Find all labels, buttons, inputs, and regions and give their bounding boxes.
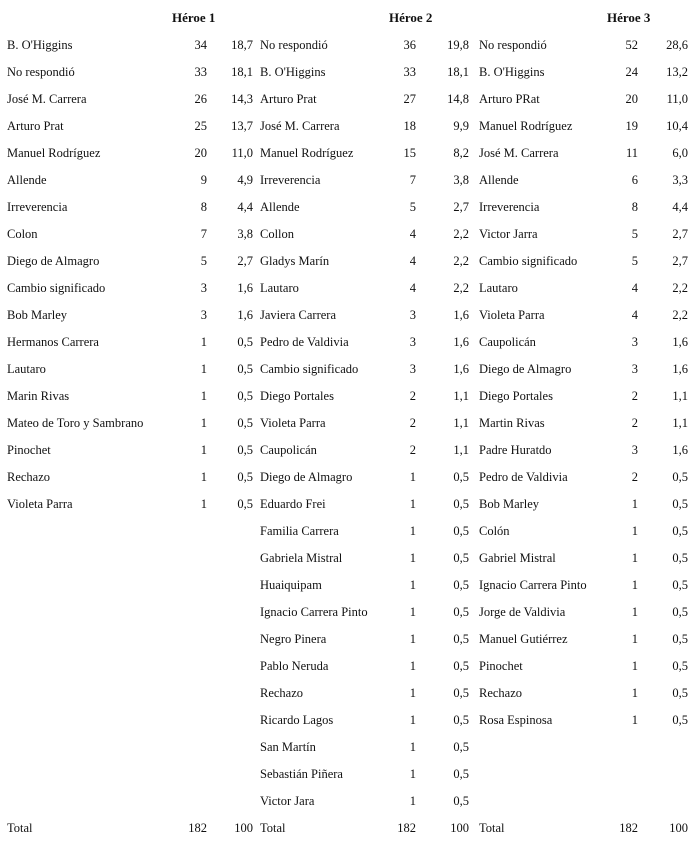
hero-percent: 3,3 <box>672 173 688 187</box>
hero-percent: 14,8 <box>447 92 469 106</box>
hero-percent: 0,5 <box>453 551 469 565</box>
hero-name: No respondió <box>7 65 75 79</box>
hero-name: Huaiquipam <box>260 578 322 592</box>
hero-name: Lautaro <box>7 362 46 376</box>
hero-name: Diego de Almagro <box>479 362 572 376</box>
hero-count: 1 <box>631 524 638 538</box>
hero-count: 24 <box>625 65 638 79</box>
hero-count: 1 <box>200 335 207 349</box>
hero-count: 8 <box>200 200 207 214</box>
hero-count: 1 <box>200 443 207 457</box>
hero-count: 9 <box>200 173 207 187</box>
hero-count: 36 <box>403 38 416 52</box>
hero-name: Manuel Rodríguez <box>479 119 573 133</box>
hero-name: Irreverencia <box>260 173 321 187</box>
hero-percent: 0,5 <box>672 524 688 538</box>
hero-count: 26 <box>194 92 207 106</box>
hero-count: 1 <box>200 389 207 403</box>
hero-percent: 0,5 <box>672 497 688 511</box>
hero-percent: 2,7 <box>672 227 688 241</box>
hero-name: Manuel Rodríguez <box>260 146 354 160</box>
hero-percent: 1,6 <box>453 308 469 322</box>
hero-percent: 1,6 <box>672 335 688 349</box>
hero-count: 1 <box>409 713 416 727</box>
hero-percent: 2,2 <box>672 281 688 295</box>
hero-count: 1 <box>631 578 638 592</box>
hero-percent: 4,9 <box>237 173 253 187</box>
hero-percent: 0,5 <box>453 767 469 781</box>
hero-percent: 0,5 <box>672 470 688 484</box>
hero-name: Lautaro <box>260 281 299 295</box>
hero-percent: 11,0 <box>231 146 253 160</box>
hero-name: Rechazo <box>479 686 523 700</box>
hero-name: B. O'Higgins <box>260 65 326 79</box>
hero-count: 1 <box>631 659 638 673</box>
hero-percent: 1,6 <box>672 443 688 457</box>
hero-percent: 1,6 <box>453 335 469 349</box>
hero-percent: 2,2 <box>453 227 469 241</box>
hero-count: 52 <box>625 38 638 52</box>
hero-percent: 1,1 <box>453 416 469 430</box>
hero-name: Ignacio Carrera Pinto <box>479 578 587 592</box>
hero-percent: 0,5 <box>453 713 469 727</box>
hero-count: 3 <box>409 308 416 322</box>
hero-name: Diego Portales <box>260 389 334 403</box>
hero-percent: 13,7 <box>231 119 253 133</box>
hero-name: Cambio significado <box>479 254 578 268</box>
hero-name: Sebastián Piñera <box>260 767 343 781</box>
hero-count: 1 <box>409 578 416 592</box>
hero-name: Javiera Carrera <box>260 308 336 322</box>
hero-name: Ignacio Carrera Pinto <box>260 605 368 619</box>
hero-count: 1 <box>200 362 207 376</box>
hero-count: 3 <box>409 335 416 349</box>
hero-name: Irreverencia <box>7 200 68 214</box>
hero-percent: 2,2 <box>672 308 688 322</box>
hero-count: 2 <box>409 416 416 430</box>
hero-name: Mateo de Toro y Sambrano <box>7 416 144 430</box>
hero-count: 1 <box>200 470 207 484</box>
hero-name: Violeta Parra <box>260 416 326 430</box>
hero-percent: 0,5 <box>237 389 253 403</box>
hero-percent: 2,7 <box>453 200 469 214</box>
hero-percent: 14,3 <box>231 92 253 106</box>
hero-count: 1 <box>409 767 416 781</box>
hero-count: 33 <box>194 65 207 79</box>
hero-name: B. O'Higgins <box>479 65 545 79</box>
hero-percent: 1,1 <box>453 443 469 457</box>
hero-percent: 3,8 <box>453 173 469 187</box>
hero-name: Gladys Marín <box>260 254 330 268</box>
hero-name: Manuel Gutiérrez <box>479 632 568 646</box>
hero-name: Colón <box>479 524 510 538</box>
hero-percent: 0,5 <box>453 605 469 619</box>
hero-name: Padre Huratdo <box>479 443 552 457</box>
hero-count: 3 <box>631 335 638 349</box>
total-percent: 100 <box>669 821 688 835</box>
hero-count: 5 <box>200 254 207 268</box>
hero-percent: 0,5 <box>237 362 253 376</box>
hero-name: No respondió <box>479 38 547 52</box>
hero-percent: 1,6 <box>237 308 253 322</box>
total-label: Total <box>479 821 505 835</box>
hero-count: 5 <box>631 227 638 241</box>
hero-percent: 0,5 <box>672 578 688 592</box>
hero-percent: 0,5 <box>672 713 688 727</box>
hero-percent: 0,5 <box>453 686 469 700</box>
hero-percent: 0,5 <box>672 686 688 700</box>
hero-name: Familia Carrera <box>260 524 339 538</box>
hero-percent: 0,5 <box>672 605 688 619</box>
hero-count: 2 <box>631 470 638 484</box>
hero-count: 5 <box>409 200 416 214</box>
hero-name: Cambio significado <box>7 281 106 295</box>
hero-name: Ricardo Lagos <box>260 713 334 727</box>
hero-name: Violeta Parra <box>479 308 545 322</box>
hero-count: 1 <box>409 470 416 484</box>
hero-name: Pedro de Valdivia <box>479 470 568 484</box>
hero-percent: 0,5 <box>237 470 253 484</box>
hero-name: Pinochet <box>479 659 523 673</box>
hero-count: 1 <box>200 497 207 511</box>
hero-count: 1 <box>409 497 416 511</box>
hero-name: Victor Jara <box>260 794 315 808</box>
hero-name: José M. Carrera <box>7 92 87 106</box>
hero-percent: 0,5 <box>237 416 253 430</box>
hero-name: Irreverencia <box>479 200 540 214</box>
hero-name: Bob Marley <box>479 497 540 511</box>
hero-percent: 8,2 <box>453 146 469 160</box>
hero-percent: 1,1 <box>672 416 688 430</box>
hero-name: Bob Marley <box>7 308 68 322</box>
hero-name: Jorge de Valdivia <box>479 605 566 619</box>
hero-name: Pedro de Valdivia <box>260 335 349 349</box>
hero-name: José M. Carrera <box>479 146 559 160</box>
hero-percent: 0,5 <box>453 470 469 484</box>
hero-count: 1 <box>409 524 416 538</box>
hero-name: Allende <box>260 200 300 214</box>
hero-name: Hermanos Carrera <box>7 335 99 349</box>
hero-name: Marin Rivas <box>7 389 70 403</box>
hero-percent: 18,1 <box>231 65 253 79</box>
hero-percent: 2,2 <box>453 254 469 268</box>
hero-name: B. O'Higgins <box>7 38 73 52</box>
hero-percent: 1,1 <box>453 389 469 403</box>
hero-count: 2 <box>631 416 638 430</box>
hero-name: Cambio significado <box>260 362 359 376</box>
hero-percent: 0,5 <box>453 632 469 646</box>
hero-name: Allende <box>7 173 47 187</box>
hero-percent: 0,5 <box>672 551 688 565</box>
hero-count: 7 <box>200 227 207 241</box>
hero-name: Gabriel Mistral <box>479 551 556 565</box>
total-percent: 100 <box>234 821 253 835</box>
hero-percent: 11,0 <box>666 92 688 106</box>
hero-count: 3 <box>409 362 416 376</box>
hero-percent: 0,5 <box>453 497 469 511</box>
hero-name: Martin Rivas <box>479 416 545 430</box>
hero-percent: 3,8 <box>237 227 253 241</box>
hero-percent: 2,7 <box>237 254 253 268</box>
hero-count: 11 <box>625 146 638 160</box>
hero-name: José M. Carrera <box>260 119 340 133</box>
hero-count: 33 <box>403 65 416 79</box>
hero-percent: 0,5 <box>237 443 253 457</box>
hero-percent: 2,2 <box>453 281 469 295</box>
hero-name: Victor Jarra <box>479 227 538 241</box>
hero-percent: 1,6 <box>672 362 688 376</box>
hero-name: Allende <box>479 173 519 187</box>
hero-count: 4 <box>409 281 416 295</box>
hero-name: Rechazo <box>7 470 51 484</box>
hero-count: 20 <box>194 146 207 160</box>
hero-name: Pinochet <box>7 443 51 457</box>
total-percent: 100 <box>450 821 469 835</box>
hero-percent: 4,4 <box>672 200 688 214</box>
hero-count: 1 <box>631 632 638 646</box>
hero-name: Arturo Prat <box>260 92 317 106</box>
hero-count: 2 <box>409 443 416 457</box>
hero-count: 34 <box>194 38 207 52</box>
hero-percent: 9,9 <box>453 119 469 133</box>
hero-percent: 2,7 <box>672 254 688 268</box>
hero-name: Pablo Neruda <box>260 659 329 673</box>
hero-name: Diego Portales <box>479 389 553 403</box>
hero-count: 3 <box>631 362 638 376</box>
hero-percent: 0,5 <box>453 524 469 538</box>
hero-percent: 0,5 <box>453 659 469 673</box>
hero-name: Arturo PRat <box>479 92 540 106</box>
hero-percent: 0,5 <box>453 794 469 808</box>
hero-percent: 0,5 <box>672 632 688 646</box>
hero-name: Manuel Rodríguez <box>7 146 101 160</box>
hero-percent: 18,1 <box>447 65 469 79</box>
hero-name: Lautaro <box>479 281 518 295</box>
column-header-heroe-2: Héroe 2 <box>389 10 433 25</box>
hero-count: 2 <box>409 389 416 403</box>
hero-count: 6 <box>631 173 638 187</box>
hero-percent: 0,5 <box>237 497 253 511</box>
hero-count: 1 <box>631 686 638 700</box>
hero-count: 1 <box>409 659 416 673</box>
hero-count: 1 <box>631 605 638 619</box>
hero-percent: 28,6 <box>666 38 688 52</box>
hero-count: 1 <box>409 794 416 808</box>
hero-name: Diego de Almagro <box>260 470 353 484</box>
hero-percent: 1,1 <box>672 389 688 403</box>
hero-count: 1 <box>200 416 207 430</box>
hero-count: 2 <box>631 389 638 403</box>
hero-count: 20 <box>625 92 638 106</box>
total-count: 182 <box>619 821 638 835</box>
hero-count: 8 <box>631 200 638 214</box>
total-count: 182 <box>188 821 207 835</box>
hero-count: 4 <box>409 227 416 241</box>
hero-percent: 0,5 <box>672 659 688 673</box>
hero-percent: 1,6 <box>453 362 469 376</box>
hero-count: 19 <box>625 119 638 133</box>
hero-percent: 0,5 <box>237 335 253 349</box>
hero-count: 18 <box>403 119 416 133</box>
hero-count: 3 <box>631 443 638 457</box>
hero-count: 3 <box>200 308 207 322</box>
hero-count: 1 <box>409 551 416 565</box>
hero-percent: 1,6 <box>237 281 253 295</box>
hero-count: 1 <box>631 497 638 511</box>
hero-count: 4 <box>631 281 638 295</box>
hero-percent: 6,0 <box>672 146 688 160</box>
hero-name: Colon <box>7 227 38 241</box>
hero-count: 7 <box>409 173 416 187</box>
hero-name: Caupolicán <box>260 443 317 457</box>
hero-count: 4 <box>409 254 416 268</box>
hero-count: 1 <box>631 551 638 565</box>
hero-name: Violeta Parra <box>7 497 73 511</box>
hero-percent: 18,7 <box>231 38 253 52</box>
hero-count: 5 <box>631 254 638 268</box>
hero-count: 27 <box>403 92 416 106</box>
hero-name: Arturo Prat <box>7 119 64 133</box>
column-header-heroe-3: Héroe 3 <box>607 10 651 25</box>
hero-name: Rechazo <box>260 686 304 700</box>
hero-count: 4 <box>631 308 638 322</box>
hero-count: 25 <box>194 119 207 133</box>
hero-name: Caupolicán <box>479 335 536 349</box>
hero-name: Rosa Espinosa <box>479 713 553 727</box>
hero-percent: 0,5 <box>453 578 469 592</box>
hero-count: 1 <box>409 632 416 646</box>
hero-name: Diego de Almagro <box>7 254 100 268</box>
hero-percent: 4,4 <box>237 200 253 214</box>
hero-count: 1 <box>409 686 416 700</box>
hero-count: 3 <box>200 281 207 295</box>
total-label: Total <box>260 821 286 835</box>
hero-percent: 13,2 <box>666 65 688 79</box>
hero-count: 15 <box>403 146 416 160</box>
hero-count: 1 <box>631 713 638 727</box>
hero-name: Eduardo Frei <box>260 497 326 511</box>
hero-name: Collon <box>260 227 295 241</box>
hero-name: Gabriela Mistral <box>260 551 343 565</box>
total-label: Total <box>7 821 33 835</box>
hero-count: 1 <box>409 740 416 754</box>
hero-name: San Martín <box>260 740 316 754</box>
hero-name: No respondió <box>260 38 328 52</box>
hero-count: 1 <box>409 605 416 619</box>
total-count: 182 <box>397 821 416 835</box>
hero-percent: 10,4 <box>666 119 688 133</box>
column-header-heroe-1: Héroe 1 <box>172 10 216 25</box>
hero-percent: 19,8 <box>447 38 469 52</box>
hero-name: Negro Pinera <box>260 632 327 646</box>
hero-percent: 0,5 <box>453 740 469 754</box>
